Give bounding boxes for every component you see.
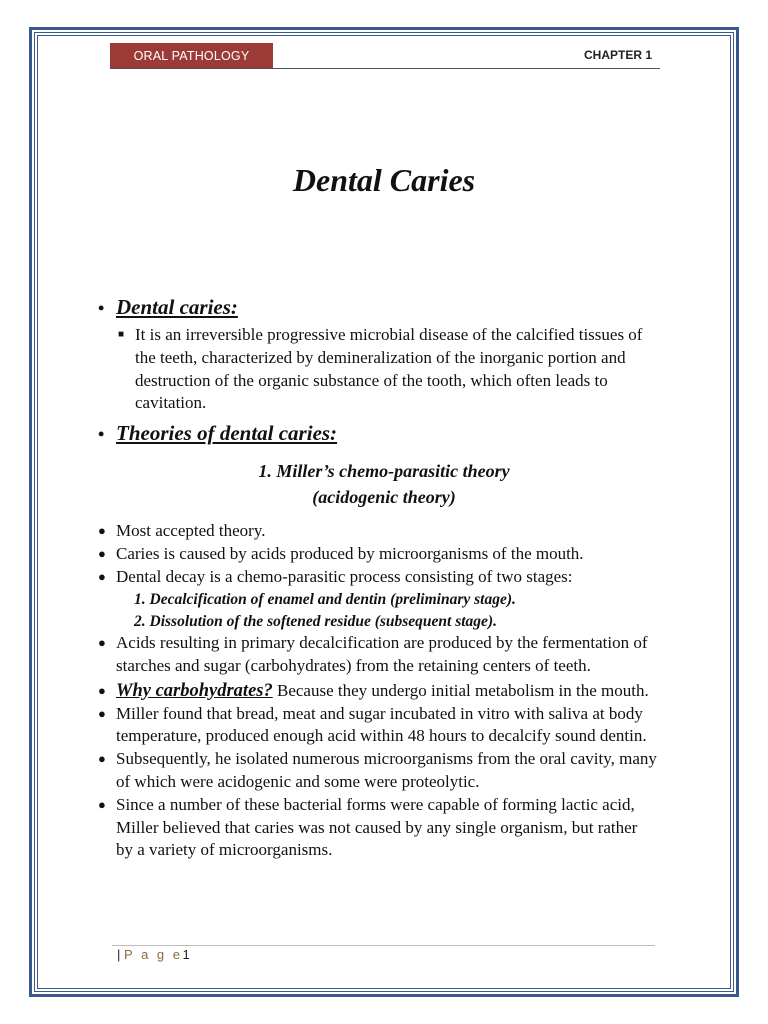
theory-title-line1: 1. Miller’s chemo-parasitic theory: [258, 461, 510, 482]
list-item: ● Miller found that bread, meat and sugar incubated in vitro with saliva at body temperature, produced enough acid within 48 hours to decalcify sound dentin.: [98, 703, 658, 748]
square-bullet-icon: ■: [118, 329, 125, 340]
theories-heading: • Theories of dental caries:: [98, 421, 338, 446]
document-body: [98, 295, 658, 862]
theory-title: [110, 458, 658, 510]
header-chapter: CHAPTER 1: [583, 48, 652, 62]
why-carbohydrates-label: Why carbohydrates?: [116, 680, 273, 701]
header-tag: ORAL PATHOLOGY: [110, 43, 273, 69]
bullet-icon: ●: [98, 546, 106, 562]
stage-item: 2. Dissolution of the softened residue (subsequent stage).: [134, 612, 497, 630]
list-item: ● Why carbohydrates? Because they undergo initial metabolism in the mouth.: [98, 680, 649, 701]
footer-page-number: 1: [182, 947, 190, 962]
bullet-icon: ●: [98, 797, 106, 813]
bullet-icon: ●: [98, 523, 106, 539]
header-rule: [110, 68, 660, 69]
list-item: ● Caries is caused by acids produced by microorganisms of the mouth.: [98, 543, 658, 566]
bullet-icon: •: [98, 424, 105, 445]
theory-title-line2: (acidogenic theory): [312, 487, 456, 508]
bullet-icon: ●: [98, 569, 106, 585]
theory-points-list: [98, 520, 658, 862]
page-footer: [117, 947, 190, 962]
footer-separator: |: [117, 947, 121, 962]
stage-item: 1. Decalcification of enamel and dentin (preliminary stage).: [134, 591, 516, 609]
list-item: ● Since a number of these bacterial forms were capable of forming lactic acid, Miller believed that caries was not caused by any single organism, but rather by a variety of microorganisms.: [98, 794, 658, 862]
bullet-icon: ●: [98, 751, 106, 767]
bullet-icon: ●: [98, 705, 106, 721]
list-item: ● Acids resulting in primary decalcification are produced by the fermentation of starches and sugar (carbohydrates) from the retaining centers of teeth.: [98, 632, 658, 677]
bullet-icon: ●: [98, 635, 106, 651]
definition-text: It is an irreversible progressive microbial disease of the calcified tissues of the teeth, characterized by demineralization of the inorganic portion and destruction of the organic substance of the tooth, which often leads to cavitation.: [135, 325, 643, 413]
list-item: ● Dental decay is a chemo-parasitic process consisting of two stages:: [98, 566, 658, 589]
footer-page-label: P a g e: [124, 947, 183, 962]
bullet-icon: ●: [98, 682, 106, 698]
bullet-icon: •: [98, 298, 105, 318]
definition-item: [118, 324, 658, 415]
list-item: ● Subsequently, he isolated numerous microorganisms from the oral cavity, many of which were acidogenic and some were proteolytic.: [98, 748, 658, 793]
footer-rule: [112, 945, 655, 946]
page-title: Dental Caries: [292, 162, 476, 198]
definition-heading: • Dental caries:: [98, 295, 238, 319]
list-item: ● Most accepted theory.: [98, 520, 658, 543]
